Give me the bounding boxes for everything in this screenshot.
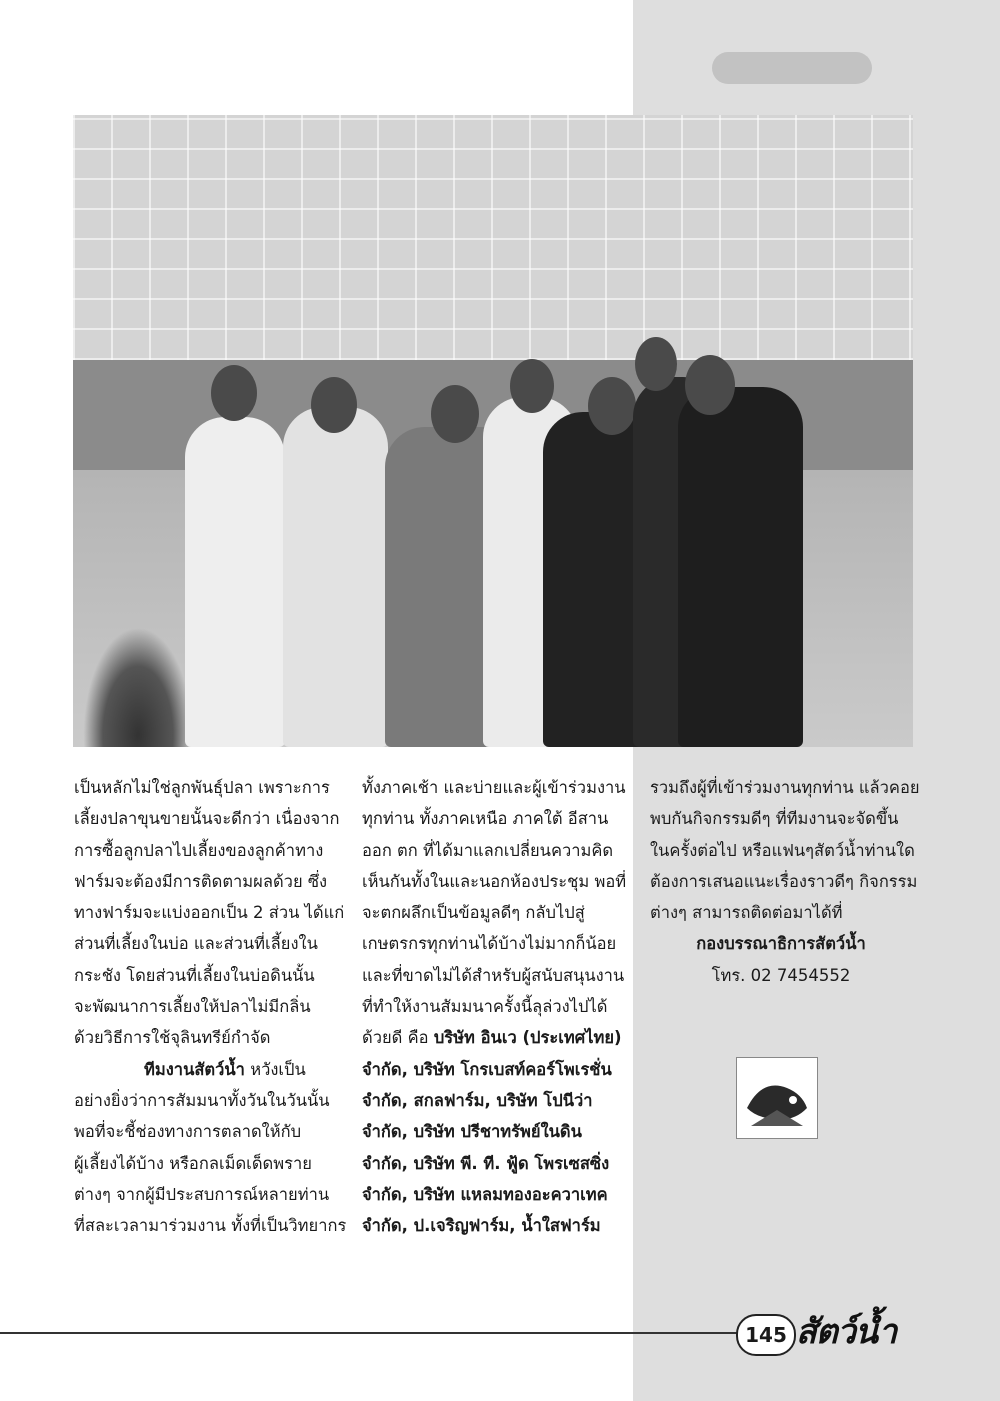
text-line: ออก ตก ที่ได้มาแลกเปลี่ยนความคิด	[362, 840, 614, 860]
text-line: เป็นหลักไม่ใช่ลูกพันธุ์ปลา เพราะการ	[74, 778, 330, 797]
text-line: ต้องการเสนอแนะเรื่องราวดีๆ กิจกรรม	[650, 871, 918, 891]
photo-head	[510, 359, 554, 413]
photo-plant	[83, 627, 193, 747]
sponsor-line: จำกัด, บริษัท โกรเบสท์คอร์โพเรชั่น	[362, 1059, 612, 1079]
text-line: รวมถึงผู้ที่เข้าร่วมงานทุกท่าน แล้วคอย	[650, 778, 920, 797]
text-line: ทุกท่าน ทั้งภาคเหนือ ภาคใต้ อีสาน	[362, 809, 609, 829]
text-line: ที่ทำให้งานสัมมนาครั้งนี้ลุล่วงไปได้	[362, 997, 608, 1017]
logo-icon	[736, 1057, 818, 1139]
photo-head	[311, 377, 357, 433]
fish-logo-icon	[737, 1058, 817, 1138]
contact-phone: โทร. 02 7454552	[711, 965, 851, 985]
photo-head	[211, 365, 257, 421]
sponsor-line: จำกัด, บริษัท พี. ที. ฟู้ด โพรเซสซิ่ง	[362, 1153, 610, 1173]
photo-head	[431, 385, 479, 443]
text-line: กระชัง โดยส่วนที่เลี้ยงในบ่อดินนั้น	[74, 965, 315, 985]
photo-head	[635, 337, 677, 391]
sponsor-line: จำกัด, บริษัท แหลมทองอะควาเทค	[362, 1184, 608, 1204]
group-photo	[73, 115, 913, 747]
page-number: 145	[736, 1314, 796, 1356]
photo-person	[185, 417, 285, 747]
text-line: ต่างๆ จากผู้มีประสบการณ์หลายท่าน	[74, 1184, 330, 1204]
photo-person	[283, 407, 388, 747]
text-fragment: หวังเป็น	[244, 1059, 306, 1079]
text-line: พอที่จะชี้ช่องทางการตลาดให้กับ	[74, 1122, 302, 1142]
text-line: เกษตรกรทุกท่านได้บ้างไม่มากก็น้อย	[362, 934, 617, 954]
text-line: เห็นกันทั้งในและนอกห้องประชุม พอที่	[362, 871, 627, 891]
team-paragraph-start	[74, 1054, 336, 1085]
text-line: ทั้งภาคเช้า และบ่ายและผู้เข้าร่วมงาน	[362, 778, 626, 797]
sponsor-line: จำกัด, สกลฟาร์ม, บริษัท โปนีว่า	[362, 1090, 593, 1110]
text-fragment: ด้วยดี คือ	[362, 1028, 434, 1048]
contact-name: กองบรรณาธิการสัตว์น้ำ	[696, 934, 866, 954]
text-line: ในครั้งต่อไป หรือแฟนๆสัตว์น้ำท่านใด	[650, 840, 915, 860]
sponsor-name: บริษัท อินเว (ประเทศไทย)	[433, 1028, 622, 1048]
text-line: ด้วยวิธีการใช้จุลินทรีย์กำจัด	[74, 1028, 271, 1048]
magazine-brand: สัตว์น้ำ	[796, 1312, 897, 1352]
photo-head	[685, 355, 735, 415]
text-line: จะพัฒนาการเลี้ยงให้ปลาไม่มีกลิ่น	[74, 997, 311, 1017]
photo-ceiling	[73, 115, 913, 360]
photo-head	[588, 377, 636, 435]
text-line: ฟาร์มจะต้องมีการติดตามผลด้วย ซึ่ง	[74, 871, 328, 891]
text-line: ผู้เลี้ยงได้บ้าง หรือกลเม็ดเด็ดพราย	[74, 1153, 312, 1173]
text-line: ส่วนที่เลี้ยงในบ่อ และส่วนที่เลี้ยงใน	[74, 934, 318, 954]
photo-person	[678, 387, 803, 747]
team-name: ทีมงานสัตว์น้ำ	[144, 1059, 245, 1079]
article-column-3	[650, 772, 920, 991]
text-line: พบกันกิจกรรมดีๆ ที่ทีมงานจะจัดขึ้น	[650, 809, 899, 829]
text-line: การซื้อลูกปลาไปเลี้ยงของลูกค้าทาง	[74, 840, 324, 860]
text-line: อย่างยิ่งว่าการสัมมนาทั้งวันในวันนั้น	[74, 1090, 330, 1110]
text-line: ต่างๆ สามารถติดต่อมาได้ที่	[650, 903, 843, 923]
sponsor-line: จำกัด, ป.เจริญฟาร์ม, น้ำใสฟาร์ม	[362, 1216, 601, 1236]
text-line: และที่ขาดไม่ได้สำหรับผู้สนับสนุนงาน	[362, 965, 625, 985]
article-column-1	[74, 772, 347, 1241]
text-line: จะตกผลึกเป็นข้อมูลดีๆ กลับไปสู่	[362, 903, 585, 923]
text-line: เลี้ยงปลาขุนขายนั้นจะดีกว่า เนื่องจาก	[74, 809, 340, 829]
text-line: ที่สละเวลามาร่วมงาน ทั้งที่เป็นวิทยากร	[74, 1216, 347, 1236]
section-tab	[712, 52, 872, 84]
sponsor-intro-line	[362, 1022, 624, 1053]
footer-rule	[0, 1332, 740, 1334]
sponsor-line: จำกัด, บริษัท ปรีชาทรัพย์ในดิน	[362, 1122, 582, 1142]
article-column-2	[362, 772, 627, 1241]
text-line: ทางฟาร์มจะแบ่งออกเป็น 2 ส่วน ได้แก่	[74, 903, 345, 923]
